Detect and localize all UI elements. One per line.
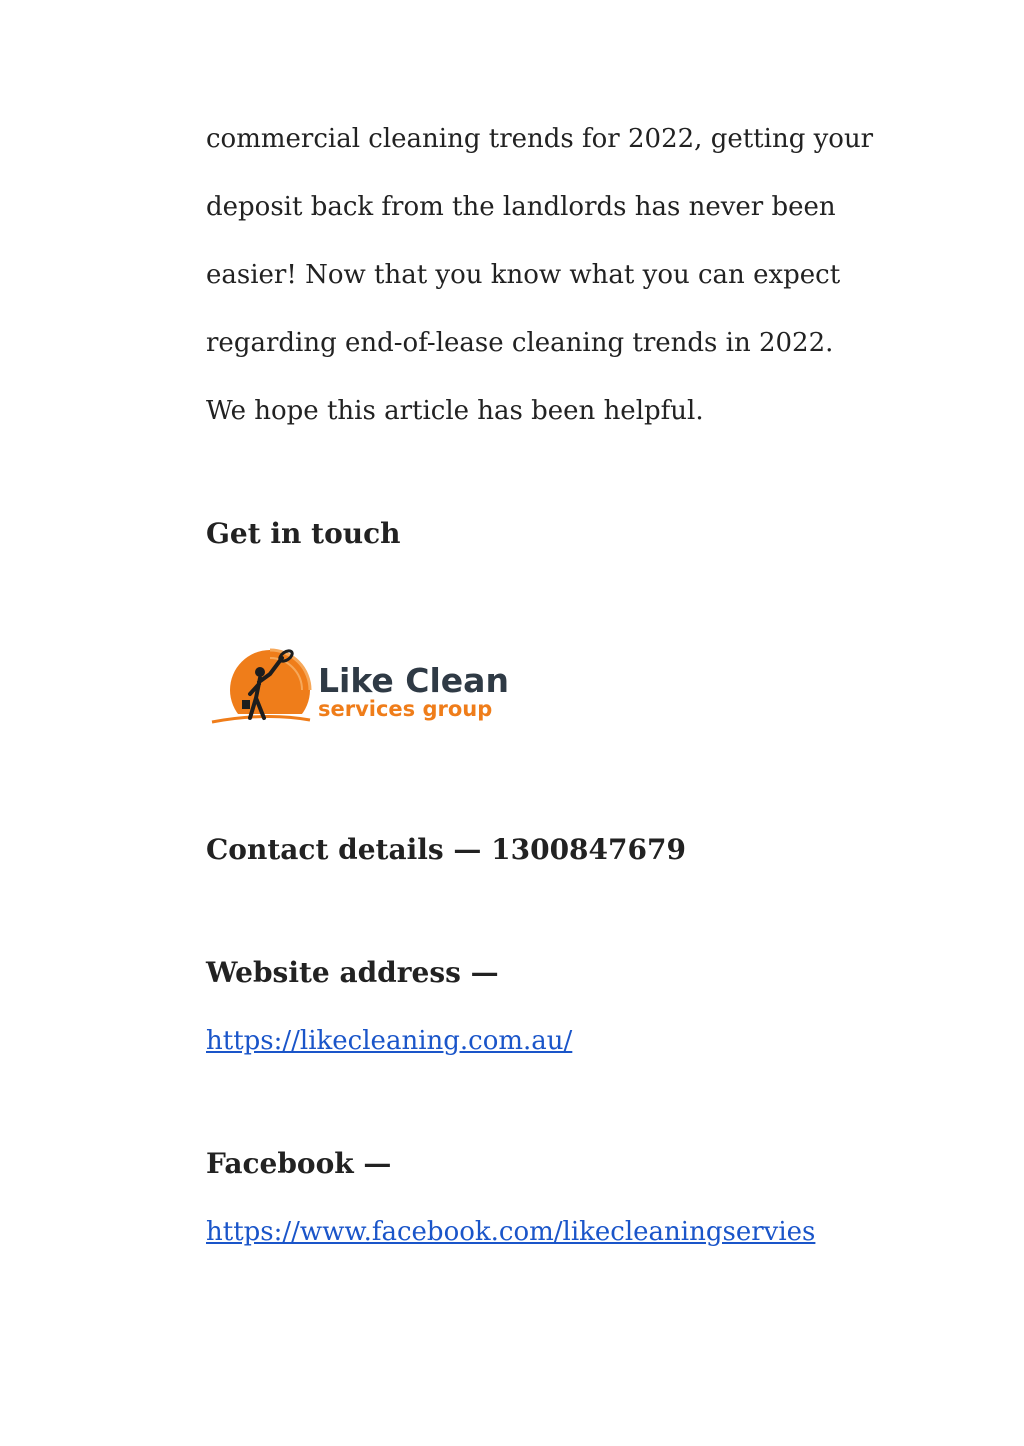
logo-wordmark — [318, 661, 509, 721]
facebook-heading: Facebook — — [206, 1147, 392, 1180]
paragraph-line-2: deposit back from the landlords has never been — [206, 192, 836, 222]
logo-subtitle: services group — [318, 697, 493, 721]
paragraph-line-4: regarding end-of-lease cleaning trends in 2022. — [206, 328, 834, 358]
contact-details-heading: Contact details — 1300847679 — [206, 833, 686, 866]
facebook-link[interactable]: https://www.facebook.com/likecleaningservies — [206, 1217, 816, 1247]
logo-title: Like Clean — [318, 661, 509, 700]
paragraph-line-1: commercial cleaning trends for 2022, getting your — [206, 124, 874, 154]
website-address-heading: Website address — — [206, 956, 499, 989]
website-link[interactable]: https://likecleaning.com.au/ — [206, 1026, 573, 1056]
like-clean-logo — [206, 648, 546, 736]
paragraph-line-3: easier! Now that you know what you can expect — [206, 260, 841, 290]
get-in-touch-heading: Get in touch — [206, 517, 401, 550]
paragraph-line-5: We hope this article has been helpful. — [206, 396, 704, 426]
logo-cleaner-icon — [206, 648, 326, 736]
